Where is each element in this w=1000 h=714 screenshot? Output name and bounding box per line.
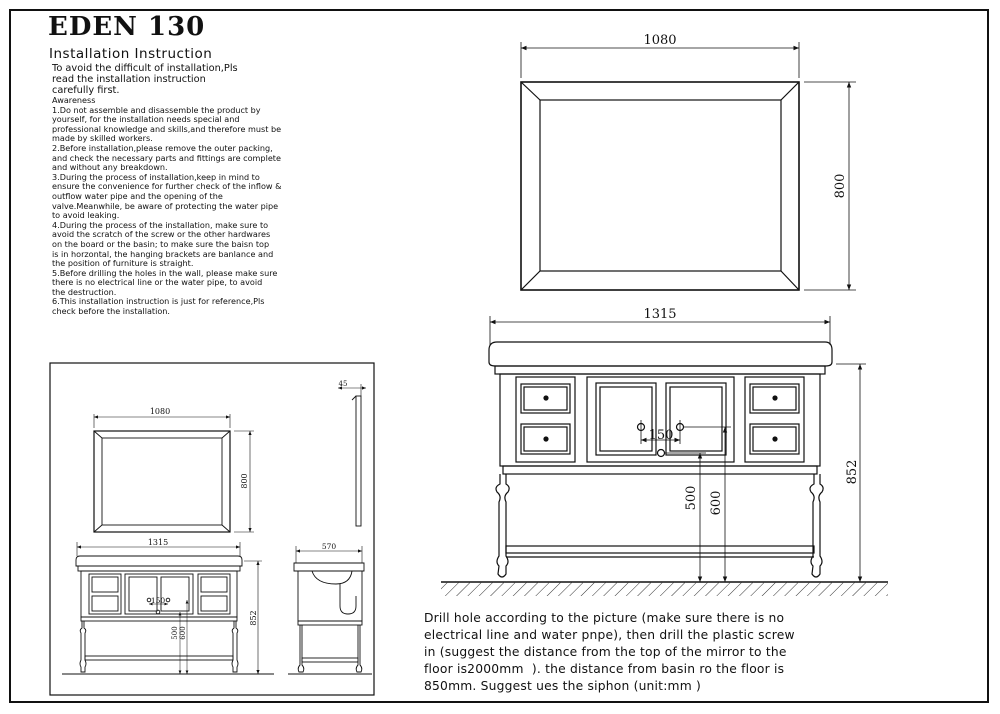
notes-line: yourself, for the installation needs special and [52,114,240,125]
small-hole-height-500-label: 500 [171,626,179,640]
notes-line: there is no electrical line or the water pipe, to avoid [52,277,263,288]
main-mirror-drawing [521,42,856,290]
notes-line: 2.Before installation,please remove the outer packing, [52,142,273,153]
drill-line: 850mm. Suggest ues the siphon (unit:mm ) [424,679,702,693]
notes-line: 5.Before drilling the holes in the wall, please make sure [52,267,278,278]
drill-line: floor is2000mm ). the distance from basin ro the floor is [424,662,785,676]
small-mirror-depth-label: 45 [338,380,348,388]
notes-line: 1.Do not assemble and disassemble the product by [52,104,261,115]
notes-line: and check the necessary parts and fittings are complete [52,152,281,163]
main-floor-hatch [441,582,888,596]
notes-line: made by skilled workers. [52,133,153,144]
small-side-depth-label: 570 [321,542,337,551]
notes-line: Awareness [52,95,96,105]
small-cabinet-height-label: 852 [249,610,258,626]
small-hole-spacing-label: 150 [150,596,166,605]
notes-line: avoid the scratch of the screw or the other hardwares [52,229,271,240]
small-cabinet-width-label: 1315 [147,538,169,547]
intro-line: read the installation instruction [52,74,206,85]
small-cabinet-side [288,546,372,674]
notes-line: check before the installation. [52,306,171,317]
notes-line: the destruction. [52,286,117,297]
notes-line: is in horzontal, the hanging brackets are banlance and [52,248,274,259]
small-hole-height-600-label: 600 [179,626,187,640]
drill-line: electrical line and water pnpe), then drill the plastic screw [424,628,795,642]
intro-line: To avoid the difficult of installation,Pls [52,63,238,74]
small-mirror-drawing [94,414,254,532]
notes-line: valve.Meanwhile, be aware of protecting the water pipe [52,200,279,211]
main-hole-height-500-label: 500 [684,485,699,511]
main-cabinet-height-label: 852 [845,459,860,485]
main-hole-height-600-label: 600 [709,490,724,516]
notes-line: to avoid leaking. [52,210,120,221]
small-drawing-frame [50,363,374,695]
model-title: EDEN 130 [48,12,206,42]
notes-line: and without any breakdown. [52,162,168,173]
main-cabinet-width-label: 1315 [643,307,677,322]
notes-line: 3.During the process of installation,keep in mind to [52,171,260,182]
small-mirror-height-label: 800 [240,473,249,489]
main-mirror-height-label: 800 [833,173,848,199]
intro-line: carefully first. [52,85,120,96]
main-mirror-width-label: 1080 [643,33,677,48]
main-hole-spacing-label: 150 [648,428,674,443]
drill-line: in (suggest the distance from the top of the mirror to the [424,645,787,659]
notes-line: outflow water pipe and the opening of the [52,190,223,201]
drill-line: Drill hole according to the picture (make sure there is no [424,611,785,625]
notes-line: on the board or the basin; to make sure the baisn top [52,238,270,249]
document-subtitle: Installation Instruction [49,46,213,62]
notes-line: 4.During the process of the installation, make sure to [52,219,269,230]
small-mirror-width-label: 1080 [149,407,171,416]
main-cabinet-drawing [441,316,888,582]
drill-instructions [424,610,844,695]
notes-line: the position of furniture is straight. [52,258,194,269]
small-mirror-side-profile [338,384,366,526]
small-cabinet-front [62,542,274,674]
notes-line: 6.This installation instruction is just for reference,Pls [52,296,265,307]
notes-line: ensure the convenience for further check of the inflow & [52,181,282,192]
notes-line: professional knowledge and skills,and therefore must be [52,123,282,134]
